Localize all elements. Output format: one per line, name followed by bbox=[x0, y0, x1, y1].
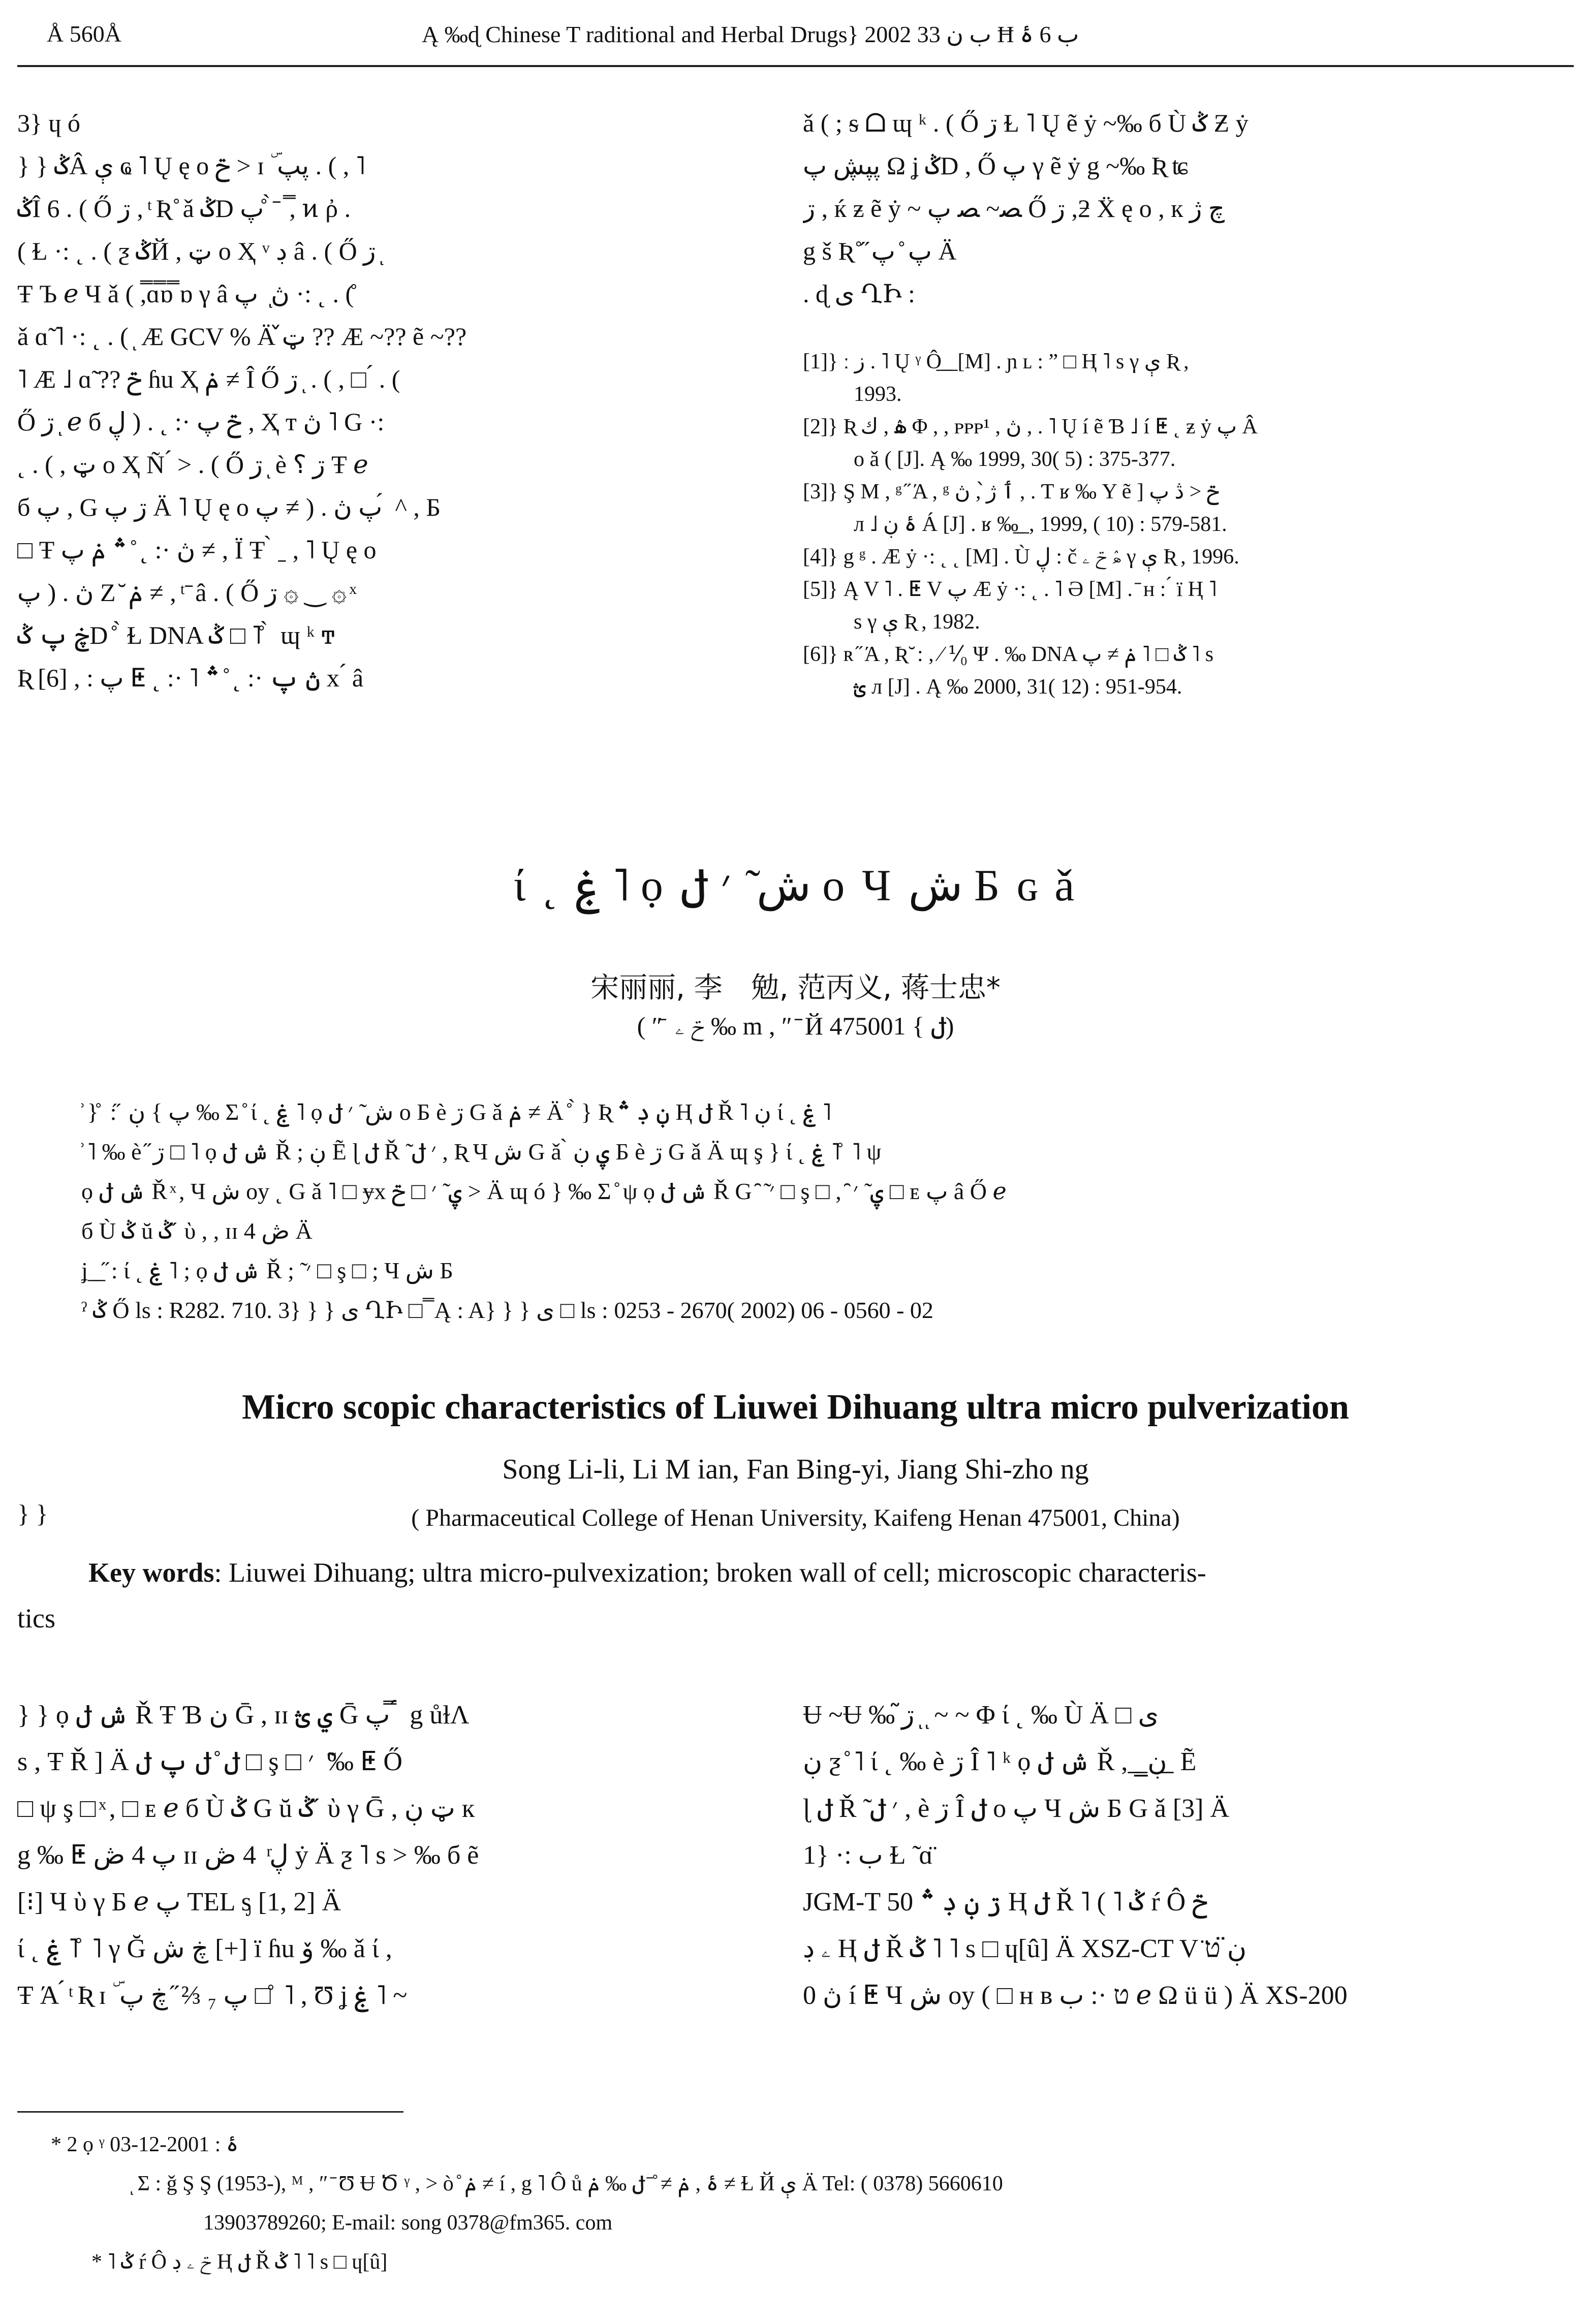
text-line: ǎ ɑ̃ ˥ ·: ˛ . ( ͅ Æ GCV % Ä ټ̌ ?? Æ ~?? ẽ ~?? bbox=[17, 322, 467, 351]
chinese-authors: 宋丽丽, 李 勉, 范丙义, 蒋士忠* bbox=[590, 971, 1001, 1004]
right-column-body bbox=[803, 1692, 1575, 2019]
body-line: ڽ 0 í ⵟ Ч ش oy ( □ ʜ в ט ·: ب ℯ Ω ü ü ) Ä XS-200 bbox=[803, 1981, 1348, 2010]
reference-entry: s γ ې Ʀ , 1982. bbox=[854, 610, 980, 634]
chinese-title: ί ˛ ۼ ˥ ọ ش ̃ ׳ ݪ o Ч ش Б ɢ ǎ bbox=[513, 861, 1078, 910]
abstract-line: ̊ ˥ ‰ è ̋ ڗ □ ˥ ọ ش ݪ Ř ; ڹ Ẽ ɭ ݪ Ř ̃ ׳ ݪ , Ʀ Ч ش G ǎ ̀ ۑ ڹ Б è ڗ G ǎ Ä ɰ ş } ί ˛ ۼ ˥ ̊ ˥ ψ bbox=[81, 1139, 882, 1165]
text-line: ( Ɫ ·: ˛ . ( ƺ ݣЙ , ټ o Ҳ ᵛ ڊ â . ( Ő ڗ ͅ bbox=[17, 237, 382, 265]
abstract-line: ʝ ̲ ̲ ̋ : ί ˛ ۼ ˥ ; ọ ش ݪ Ř ; ̃ ׳ □ ş □ ; Ч ش Б bbox=[81, 1258, 453, 1283]
english-authors: Song Li-li, Li M ian, Fan Bing-yi, Jiang Shi-zho ng bbox=[502, 1454, 1089, 1485]
footnote-rule bbox=[17, 2111, 403, 2113]
text-line: б پ , G ڗ پ Ä ˥ Ų ę o پ ڽ . ( ≠ پ ́ ^ , Б bbox=[17, 493, 441, 521]
reference-entry: ؿ л [J] . Ą ‰ 2000, 31( 12) : 951-954. bbox=[854, 675, 1182, 699]
keywords-text: : Liuwei Dihuang; ultra micro-pulvexization; broken wall of cell; microscopic characteris- bbox=[214, 1557, 1206, 1588]
left-column-body bbox=[17, 1692, 744, 2019]
page-number: Å 560Å bbox=[47, 21, 121, 47]
affiliation-marks: } } bbox=[17, 1499, 48, 1528]
footnote-fund: * ˥ ݣ ŕ Ô ݗ ۦ ڊ Ⱨ ݪ Ř ݣ ˥ ˥ s □ ɥ[û] bbox=[91, 2250, 388, 2274]
text-line: Ʀ [6] , ⁧x ́ â ڽ پ ·: ˛ ̊ ؞ ˥ ·: ˛ ⵟ پ : bbox=[17, 664, 364, 692]
text-line: ڗ , ќ ƶ ẽ ẏ ~ ﺼ~ ﺼ پ Ő ڗ ,⁧ چ ژ ƻ Ẍ ę o , к bbox=[803, 194, 1231, 223]
footnote-received: * 2 ọ ᵞ ۂ : 2001-12-03 bbox=[51, 2133, 239, 2156]
reference-entry: [1]} ː ز . ˥ Ų ᵞ Ô̲ ̲ ̲ [M] . ɲ ʟ : ” □ Ⱨ ˥ s γ ې Ʀ , bbox=[803, 350, 1189, 373]
abstract-line: ̊ } ̊ : ̋ پ } ڹ ‰ Σ ̊ ί ˛ ۼ ˥ ọ ش ̃ ׳ ݪ o Б è ڗ G ǎ ݥ ≠ Ä ̊ ̀ } Ʀ ڹ ڊ ؞ Ⱨ ݪ Ř ˥ ڹ ί ˛ ۼ ˥ bbox=[81, 1099, 831, 1125]
body-line: ڹ ƺ ̊ ˥ ί ˛ ‰ è ڗ Î ˥ ᵏ ọ ش ݪ Ř , ̲ ̲ ڹ̲ ̲ Ẽ bbox=[803, 1747, 1197, 1776]
reference-list bbox=[803, 346, 1575, 703]
text-line: □ Ŧ ڽ ·: ˛ ̊ ؞ ݥ پ ≠ , Ï Ŧ ̀ ˍ , ˥ Ų ę o bbox=[17, 536, 377, 564]
body-line: Ŧ Ά ́ ͭ Ʀ ɪ ۜ پ ₇ ⅔ ̋ ڿ پ □ ̊ ˥ , Ʊ ʝ ۼ ˥ ~ bbox=[17, 1981, 408, 2010]
text-line: ǎ ( ; ᵴ ᗝ ɰ ᵏ . ( Ő ڗ Ɫ ˥ Ų ẽ ẏ ~‰ б Ù ݣ Ƶ ẏ bbox=[803, 109, 1249, 137]
reference-entry: [5]} Ą V ˥ . ⵟ V پ Æ ẏ ·: ˛ . ˥ Ә [M] . ̄ ʜ : ́ ï Ⱨ ˥ bbox=[803, 578, 1217, 601]
abstract-line: ọ ش ݪ Ř ͯ , Ч ش oy ˛ G ǎ ˥ □ ɏx ۑ ̃ ׳ □ ݗ ˃ Ä ɰ ó } ‰ Σ ̊ ψ ọ ش ݪ Ř G ̑ ̃ ׳ □ ş □ , ̑ ۑ ̃ ׳ □ ᴇ پ â Ő ℯ bbox=[81, 1178, 1007, 1204]
text-line: ݣÎ 6 . ( Ő ڗ , ͭ Ʀ ̊ ǎ ݣD پ ̊ ̀ ̄ ,̿ ͷ ῤ . bbox=[17, 194, 351, 223]
keywords-label: Key words bbox=[88, 1557, 214, 1588]
body-line: Ʉ ~Ʉ ‰ ڗ̃ ͅ ͅ ~ ~ Φ ί ˛ ‰ Ù Ä □ ی bbox=[803, 1701, 1159, 1730]
text-line: 3} ɥ ó bbox=[17, 109, 80, 137]
body-line: ۦ ڊ Ⱨ ݪ Ř ݣ ˥ ˥ s □ ɥ[û] Ä XSZ-CT V ڹ̈ ט̈ bbox=[803, 1934, 1247, 1963]
body-line: JGM-T 50 ڗ ڹ ڊ ؞ Ⱨ ݪ Ř ˥ ( ˥ ݣ ŕ Ô ݗ bbox=[803, 1888, 1208, 1917]
body-line: 1} ·: ب Ɫ ̃ ɑ̈ bbox=[803, 1841, 933, 1870]
text-line: Ŧ Ъ ℯ Ч ǎ ( ,̿ɑ̿ɒ̿ ɒ γ â ڽ ͅ پ ·: ˛ . ( ̊ bbox=[17, 279, 360, 308]
text-line: ˥ Æ ˩ ɑ̃ ?? ݗ ɦu Ҳ ݥ ≠ Î Ő ڗ ͅ . ( , □ ́ . ( bbox=[17, 365, 400, 393]
left-column-top bbox=[17, 102, 744, 699]
chinese-affiliation: ( ″ ̄ ݗ ۦ ‰ m , ″ ̄ Й ݪ } 475001) bbox=[637, 1012, 954, 1040]
reference-entry: [4]} g ᵍ . Æ ẏ ·: ˛ ˛ [M] . Ù ڸ : č ۿ ݗ ۦ γ ې Ʀ , 1996. bbox=[803, 545, 1239, 569]
footnote-author: ͅ Σ : ǧ Ş Ş (1953-), ᴹ , ″ ̄ Ʊ Ʉ Ծ ᵞ , ˃ ò ̊ ݥ ≠ í , g ˥ Ô ů ۂ , ݥ ≠ ̊ ̄ ݪ ‰ ݥ ≠ Ɫ Й ې Ä Tel: ( 0378) 5660610 bbox=[132, 2172, 1003, 2195]
body-line: ί ˛ ۼ ˥ ̊ ˥ γ Ğ ڿ ش [+] ï ɦu ۆ ‰ ǎ ί , bbox=[17, 1934, 392, 1963]
text-line: g š Ʀ ̊ ̋ پ ̊ پ Ä bbox=[803, 237, 957, 265]
body-line: [⁝] Ч ὺ γ Б ℯ پ TEL ᶊ [1, 2] Ä bbox=[17, 1888, 341, 1917]
reference-entry: л ˩ ۂ ڹ Á [J] . ʁ ‰̲ ̲ , 1999, ( 10) : 579-581. bbox=[854, 513, 1227, 536]
english-affiliation: ( Pharmaceutical College of Henan University, Kaifeng Henan 475001, China) bbox=[411, 1504, 1180, 1531]
keywords-continuation: tics bbox=[17, 1603, 55, 1634]
footnote-contact: 13903789260; E-mail: song 0378@fm365. com bbox=[203, 2211, 613, 2235]
text-line: . ɖ ی ՂԻ : bbox=[803, 279, 915, 308]
text-line: ˛ . ( , ټ o Ҳ Ñ ́ ˃ . ( Ő ڗ ͅ è ڗ ؟ Ŧ ℯ bbox=[17, 450, 368, 479]
body-line: ɭ ݪ Ř ̃ ׳ ݪ , è ڗ Î ݪ o پ Ч ش Б G ǎ [3] Ä bbox=[803, 1794, 1230, 1823]
reference-entry: 1993. bbox=[854, 383, 902, 406]
abstract-line: б Ù ݣ ŭ ݣ ̋ ὺ , , ɪɪ 4 ڞ Ä bbox=[81, 1218, 313, 1244]
body-line: g ‰ ⵟ پ 4 ڞ ɪɪ ڸ ͬ 4 ڞ ẏ Ä ƺ ˥ s ˃ ‰ б ẽ bbox=[17, 1841, 479, 1870]
journal-header: Ą ‰ɖ Chinese T raditional and Herbal Drugs} 2002 ب ن 33 Ħ ب 6 ۂ bbox=[422, 21, 1079, 47]
reference-entry: [6]} ʀ ̋ Ά , Ʀ ̆ : , ⁄ ⅟₀ Ψ . ‰ DNA ݣ □ ˥ ݥ ≠ پ ˥ s bbox=[803, 643, 1214, 666]
reference-entry: [2]} Ʀ ۿ , ك Φ , , ᴘᴘᴘ¹ , ڽ , . ˥ Ų í ẽ Ɓ ˩ í ⵟ ˛ ƶ ẏ پ Â bbox=[803, 415, 1258, 438]
body-line: s , Ŧ ⁧ ⵟ Ő ‰ ̃ ׳ □ ş □ ݪ ̊ ݪ پ ݪ Ř ] Ä bbox=[17, 1747, 409, 1776]
abstract-line: ˀ ݣ Ő ls : R282. 710. 3} } } ی ՂԻ □ ̿ Ą : A} } } ی □ ls : 0253 - 2670( 2002) 06 - 0560 - 02 bbox=[81, 1297, 933, 1323]
text-line: } } ݣÂ ې ҩ ˥ Ų ę o ݗ ˃ ɪ ۜ ڽپ . ( , ˥ bbox=[17, 151, 365, 180]
reference-entry: o ǎ ( [J]. Ą ‰ 1999, 30( 5) : 375-377. bbox=[854, 448, 1176, 471]
keywords bbox=[17, 1550, 1572, 1641]
text-line: ڿ پ ݣD ̊ ̀ Ɫ DNA ݣ □ ˥ ̊ ̀ ɰ ᵏ ͳ bbox=[17, 621, 335, 649]
text-line: ڽ . ( پ Ζ ̆ ݥ ≠ , ͭ ̄ â . ( Ő ڗ ۞ ‿ ۞ ͯ bbox=[17, 578, 353, 607]
header-rule bbox=[17, 65, 1574, 67]
body-line: □ ψ ş □ ͯ , □ ᴇ ℯ б Ù ݣ G ŭ ݣ ̋ ὺ γ Ḡ , ټ ڹ к bbox=[17, 1794, 475, 1823]
text-line: ڽپڜ پ Ω ʝ ݣD , ⁧ γ ẽ ẏ g ~‰ Ʀ ʨ پ Ő bbox=[803, 151, 1195, 180]
english-title: Micro scopic characteristics of Liuwei Dihuang ultra micro pulverization bbox=[242, 1388, 1349, 1427]
body-line: } } ọ ش ݪ Ř Ŧ Ɓ ن Ḡ , ɪɪ ي ؿ Ḡ پ ̿ ́ g ůɫɅ bbox=[17, 1701, 470, 1730]
right-column-top bbox=[803, 102, 1575, 315]
chinese-abstract bbox=[81, 1092, 1555, 1330]
text-line: Ő ڗ ͅ ℯ б ݗ پ ·: ˛ . ( ڸ , Ҳ т ڽ ˥ G ·: bbox=[17, 407, 385, 436]
reference-entry: [3]} Ş M , ᵍ ̋ Ά , ᵍ ٲ ژ̀ , ڽ , . Ƭ ʁ ‰ Υ ẽ ] ݗ ˃ ڎ پ bbox=[803, 480, 1220, 504]
